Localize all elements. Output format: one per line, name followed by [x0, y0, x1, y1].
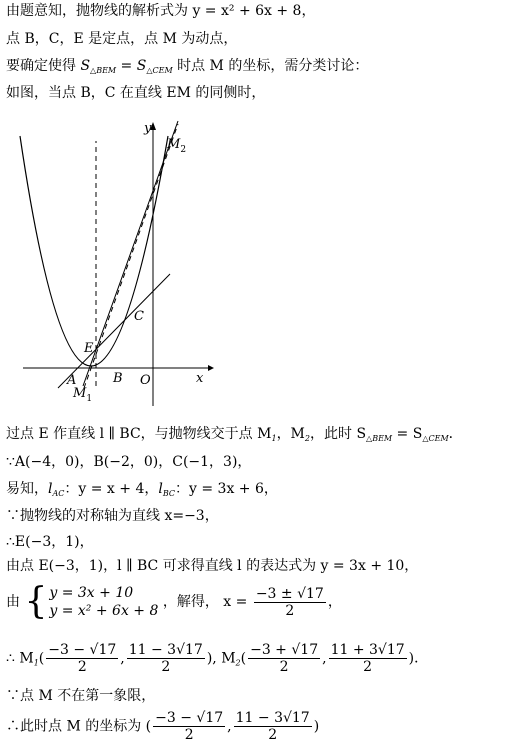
text: ∴ M	[6, 650, 34, 667]
point-m2-label: $M_2$	[167, 137, 187, 155]
paren: (	[38, 650, 45, 667]
text: ：y = 3x + 6，	[175, 481, 278, 497]
text: ，M	[276, 426, 305, 442]
subscript: △BEM	[90, 66, 117, 75]
subscript: BC	[162, 489, 176, 498]
text: ，解得， x =	[162, 594, 248, 610]
subscript: 1	[271, 434, 277, 443]
fraction	[46, 642, 118, 675]
text: )	[313, 718, 320, 735]
subscript: 2	[235, 658, 241, 668]
line-8: ∵抛物线的对称轴为直线 x=−3，	[6, 508, 219, 524]
y-axis-label: y	[144, 121, 152, 136]
text: 要确定使得	[6, 58, 81, 74]
fraction	[127, 642, 205, 675]
area-symbol: S	[136, 58, 147, 74]
denominator: 2	[363, 659, 373, 675]
denominator: 2	[268, 727, 278, 743]
line-10: 由点 E(−3，1)，l ∥ BC 可求得直线 l 的表达式为 y = 3x + 10，	[6, 558, 419, 574]
text: ．	[448, 426, 463, 442]
x-axis-label: x	[196, 371, 204, 386]
numerator: 11 − 3√17	[235, 710, 310, 726]
line-7	[6, 480, 278, 503]
text: ，	[327, 594, 342, 610]
paren: (	[240, 650, 247, 667]
subscript: AC	[52, 489, 65, 498]
text: 易知，	[6, 481, 48, 497]
fraction	[248, 642, 320, 675]
area-symbol: S	[80, 58, 91, 74]
line-14	[6, 710, 319, 743]
denominator: 2	[184, 727, 194, 743]
denominator: 2	[77, 659, 87, 675]
line-5	[6, 425, 463, 448]
fraction	[234, 710, 312, 743]
line-4: 如图，当点 B，C 在直线 EM 的同侧时，	[6, 85, 266, 101]
line-symbol: l	[158, 481, 163, 497]
text: 时点 M 的坐标，需分类讨论：	[172, 58, 369, 74]
denominator: 2	[279, 659, 289, 675]
comma: ,	[322, 650, 327, 667]
text: )．	[408, 650, 429, 667]
equation-rows	[49, 584, 158, 620]
line-l	[84, 124, 178, 388]
subscript: 2	[304, 434, 310, 443]
origin-label: O	[140, 373, 151, 388]
subscript: △CEM	[422, 434, 449, 443]
text: ，此时 S	[310, 426, 367, 442]
equals: =	[116, 58, 137, 74]
line-11	[6, 581, 342, 622]
line-13: ∵点 M 不在第一象限，	[6, 688, 156, 704]
numerator: 11 + 3√17	[330, 642, 405, 658]
line-6: ∵A(−4，0)，B(−2，0)，C(−1，3)，	[6, 454, 252, 470]
numerator: −3 − √17	[155, 710, 224, 726]
text: = S	[392, 426, 423, 442]
point-a-label: A	[67, 373, 77, 388]
point-c-label: C	[134, 309, 144, 324]
x-axis-arrow	[208, 365, 214, 371]
numerator: −3 − √17	[48, 642, 117, 658]
point-e-label: E	[84, 341, 94, 356]
text: 由	[6, 594, 20, 610]
brace-icon: {	[24, 581, 48, 622]
point-m1-label: $M_1$	[73, 386, 93, 404]
equation-2: y = x² + 6x + 8	[49, 603, 159, 619]
line-1: 由题意知，抛物线的解析式为 y = x² + 6x + 8，	[6, 3, 316, 19]
fraction	[254, 586, 326, 619]
subscript: △CEM	[146, 66, 173, 75]
denominator: 2	[285, 602, 295, 619]
fraction	[153, 710, 225, 743]
numerator: −3 ± √17	[255, 585, 324, 602]
line-9: ∴E(−3，1)，	[6, 534, 94, 550]
text: ), M	[206, 650, 236, 667]
line-bc	[83, 121, 178, 386]
line-symbol: l	[48, 481, 53, 497]
comma: ,	[120, 650, 125, 667]
text: ∴此时点 M 的坐标为 (	[6, 718, 152, 735]
line-3	[6, 57, 368, 80]
subscript: 1	[33, 658, 39, 668]
comma: ,	[227, 718, 232, 735]
numerator: −3 + √17	[250, 642, 319, 658]
numerator: 11 − 3√17	[128, 642, 203, 658]
equation-1: y = 3x + 10	[49, 585, 134, 601]
equation-system	[24, 581, 159, 622]
parabola-graph	[18, 116, 218, 408]
denominator: 2	[161, 659, 171, 675]
parabola-curve	[20, 136, 168, 366]
subscript: △BEM	[366, 434, 393, 443]
point-b-label: B	[113, 371, 123, 386]
text: ：y = x + 4，	[64, 481, 159, 497]
line-12	[6, 642, 428, 675]
fraction	[329, 642, 407, 675]
line-2: 点 B，C，E 是定点，点 M 为动点，	[6, 31, 238, 47]
text: 过点 E 作直线 l ∥ BC，与抛物线交于点 M	[6, 426, 272, 442]
